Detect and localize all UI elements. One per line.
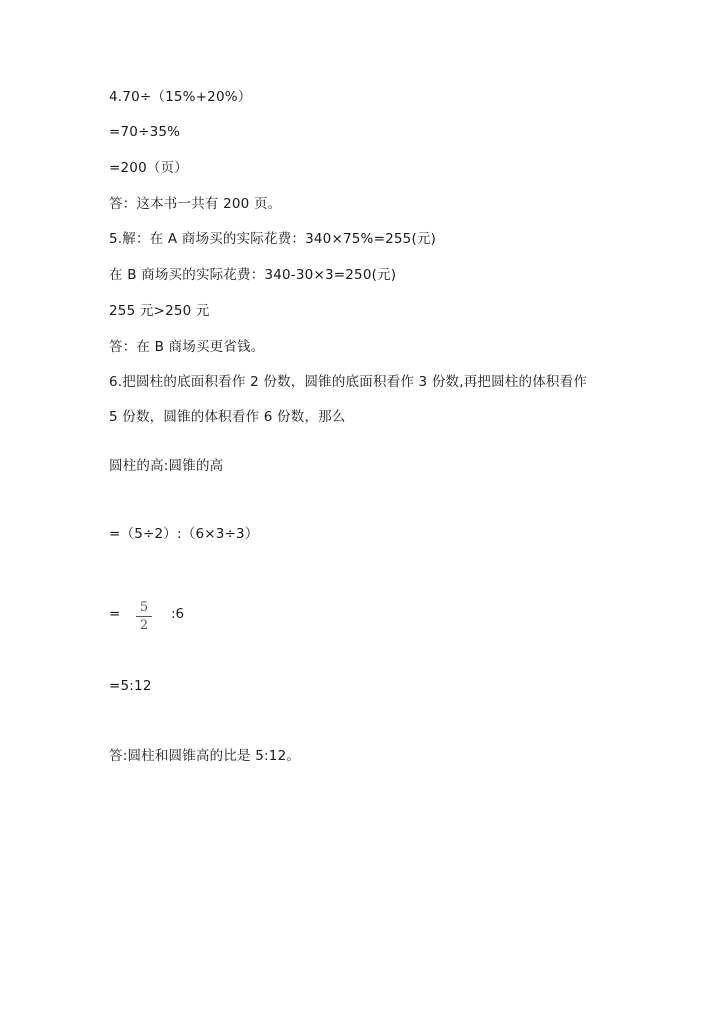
q4-line-2: =70÷35% [109,124,181,140]
fraction-prefix: = [109,606,121,622]
q5-answer: 答：在 B 商场买更省钱。 [109,339,265,355]
q5-line-3: 255 元>250 元 [109,303,210,319]
q6-line-1: 6.把圆柱的底面积看作 2 份数，圆锥的底面积看作 3 份数,再把圆柱的体积看作 [109,374,588,390]
fraction-suffix: :6 [171,606,185,622]
q6-answer: 答:圆柱和圆锥高的比是 5:12。 [109,748,301,764]
fraction-bar [136,616,152,617]
q6-line-3: 圆柱的高:圆锥的高 [109,458,224,474]
q4-answer: 答：这本书一共有 200 页。 [109,196,282,212]
q5-line-1: 5.解：在 A 商场买的实际花费：340×75%=255(元) [109,231,437,247]
fraction-denominator: 2 [139,618,149,633]
q4-line-1: 4.70÷（15%+20%） [109,89,252,105]
fraction-numerator: 5 [139,600,149,615]
q6-line-4: =（5÷2）:（6×3÷3） [109,526,259,542]
q6-line-6: =5:12 [109,678,152,694]
q6-line-2: 5 份数，圆锥的体积看作 6 份数，那么 [109,409,346,425]
fraction-5-over-2 [136,600,152,633]
q4-line-3: =200（页） [109,160,188,176]
q5-line-2: 在 B 商场买的实际花费：340-30×3=250(元) [109,267,397,283]
